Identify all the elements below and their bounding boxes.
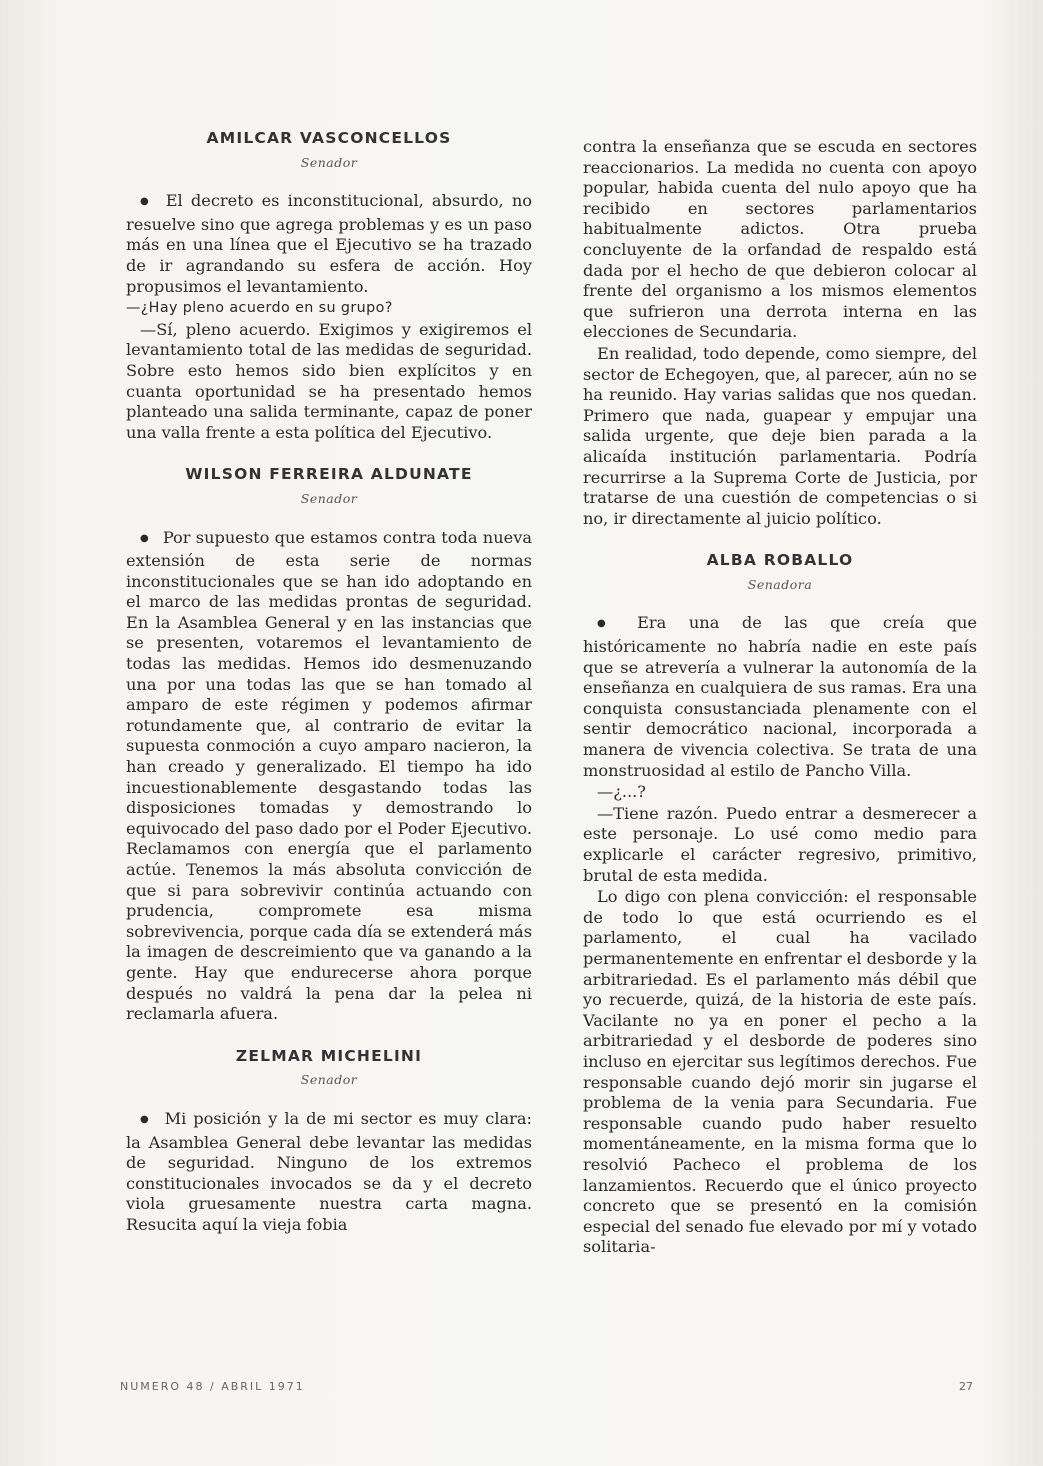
paragraph-text: Por supuesto que estamos contra toda nueva extensión de esta serie de normas inconstitucionales que se han ido adoptando en el marco de las medidas prontas de seguridad. En la Asamblea General y en las instancias que se presenten, votaremos el levantamiento de todas las medidas. Hemos ido desmenuzando una por una todas las que se han tomado al amparo de este régimen y podemos afirmar rotundamente que, al contrario de evitar la supuesta conmoción a cuyo amparo nacieron, la han creado y generalizado. El tiempo ha ido incuestionablemente desgastando todas las disposiciones tomadas y demostrando lo equivocado del paso dado por el Poder Ejecutivo. Reclamamos con energía que el parlamento actúe. Tenemos la más absoluta convicción de que si para sobrevivir continúa actuando con prudencia, compromete esa misma sobrevivencia, porque cada día se extenderá más la imagen de descreimiento que va ganando a la gente. Hay que endurecerse ahora porque después no valdrá la pena dar la pelea ni reclamarla afuera. xyxy=(126,527,532,1024)
paragraph xyxy=(126,191,532,297)
speaker-name: AMILCAR VASCONCELLOS xyxy=(206,129,452,147)
bullet-icon: ● xyxy=(140,196,152,208)
speaker-role: Senadora xyxy=(747,576,813,592)
speaker-role: Senador xyxy=(300,154,358,170)
speaker-name: WILSON FERREIRA ALDUNATE xyxy=(185,465,473,484)
speaker-name: ALBA ROBALLO xyxy=(706,551,854,570)
paragraph xyxy=(126,528,532,1025)
right-column xyxy=(583,137,977,1259)
interviewer-question: —¿...? xyxy=(597,782,646,802)
paragraph-text: Mi posición y la de mi sector es muy clara: la Asamblea General debe levantar las medidas de seguridad. Ninguno de los extremos constitucionales invocados se da y el decreto viola gruesamente nuestra carta magna. Resucita aquí la vieja fobia xyxy=(126,1108,532,1234)
paragraph: Lo digo con plena convicción: el responsable de todo lo que está ocurriendo es el parlamento, el cual ha vacilado permanentemente en enfrentar el desborde y la arbitrariedad. Es el parlamento más débil que yo recuerde, quizá, de la historia de este país. Vacilante no ya en poner el pecho a la arbitrariedad y el desborde de poderes sino incluso en ejercitar sus legítimos derechos. Fue responsable cuando dejó morir sin jugarse el problema de la venia para Secundaria. Fue responsable cuando pudo haber resuelto momentáneamente, en la misma forma que lo resolvió Pacheco el problema de los lanzamientos. Recuerdo que el único proyecto concreto que se presentó en la comisión especial del senado fue elevado por mí y votado solitaria- xyxy=(583,887,977,1257)
paragraph-text: El decreto es inconstitucional, absurdo, no resuelve sino que agrega problemas y es un paso más en una línea que el Ejecutivo se ha trazado de ir agrandando su esfera de acción. Hoy propusimos el levantamiento. xyxy=(126,191,532,296)
paragraph-text: Era una de las que creía que históricamente no habría nadie en este país que se atrevería a vulnerar la autonomía de la enseñanza en cualquiera de sus ramas. Era una conquista consustanciada plenamente con el sentir democrático nacional, incorporada a manera de vivencia colectiva. Se trata de una monstruosidad al estilo de Pancho Villa. xyxy=(583,613,977,780)
paragraph xyxy=(583,613,977,781)
paragraph: —Tiene razón. Puedo entrar a desmerecer a este personaje. Lo usé como medio para explicarle el carácter regresivo, primitivo, brutal de esta medida. xyxy=(583,803,977,885)
speaker-role: Senador xyxy=(300,1072,358,1088)
paragraph xyxy=(126,1109,532,1236)
bullet-icon: ● xyxy=(597,618,624,630)
bullet-icon: ● xyxy=(140,532,149,544)
speaker-name: ZELMAR MICHELINI xyxy=(235,1046,423,1065)
bullet-icon: ● xyxy=(140,1113,151,1125)
page-number: 27 xyxy=(959,1380,973,1393)
paragraph: En realidad, todo depende, como siempre, del sector de Echegoyen, que, al parecer, aún no se ha reunido. Hay varias salidas que nos quedan. Primero que nada, guapear y empujar una salida urgente, que deje bien parada a la alicaída institución parlamentaria. Podría recurrirse a la Suprema Corte de Justicia, por tratarse de una cuestión de competencias o si no, ir directamente al juicio político. xyxy=(583,343,977,528)
paragraph: contra la enseñanza que se escuda en sectores reaccionarios. La medida no cuenta con apoyo popular, habida cuenta del nulo apoyo que ha recibido en sectores parlamentarios habitualmente adictos. Otra prueba concluyente de la orfandad de respaldo está dada por el hecho de que debieron colocar al frente del organismo a los mismos elementos que sufrieron una derrota interna en las elecciones de Secundaria. xyxy=(583,137,977,342)
issue-footer: NUMERO 48 / ABRIL 1971 xyxy=(120,1380,305,1393)
interviewer-question: —¿Hay pleno acuerdo en su grupo? xyxy=(126,300,393,317)
left-column xyxy=(126,128,532,1237)
speaker-role: Senador xyxy=(300,490,358,506)
paragraph: —Sí, pleno acuerdo. Exigimos y exigiremos el levantamiento total de las medidas de seguridad. Sobre esto hemos sido bien explícitos y en cuanta oportunidad se ha presentado hemos planteado una salida terminante, capaz de poner una valla frente a esta política del Ejecutivo. xyxy=(126,319,532,442)
